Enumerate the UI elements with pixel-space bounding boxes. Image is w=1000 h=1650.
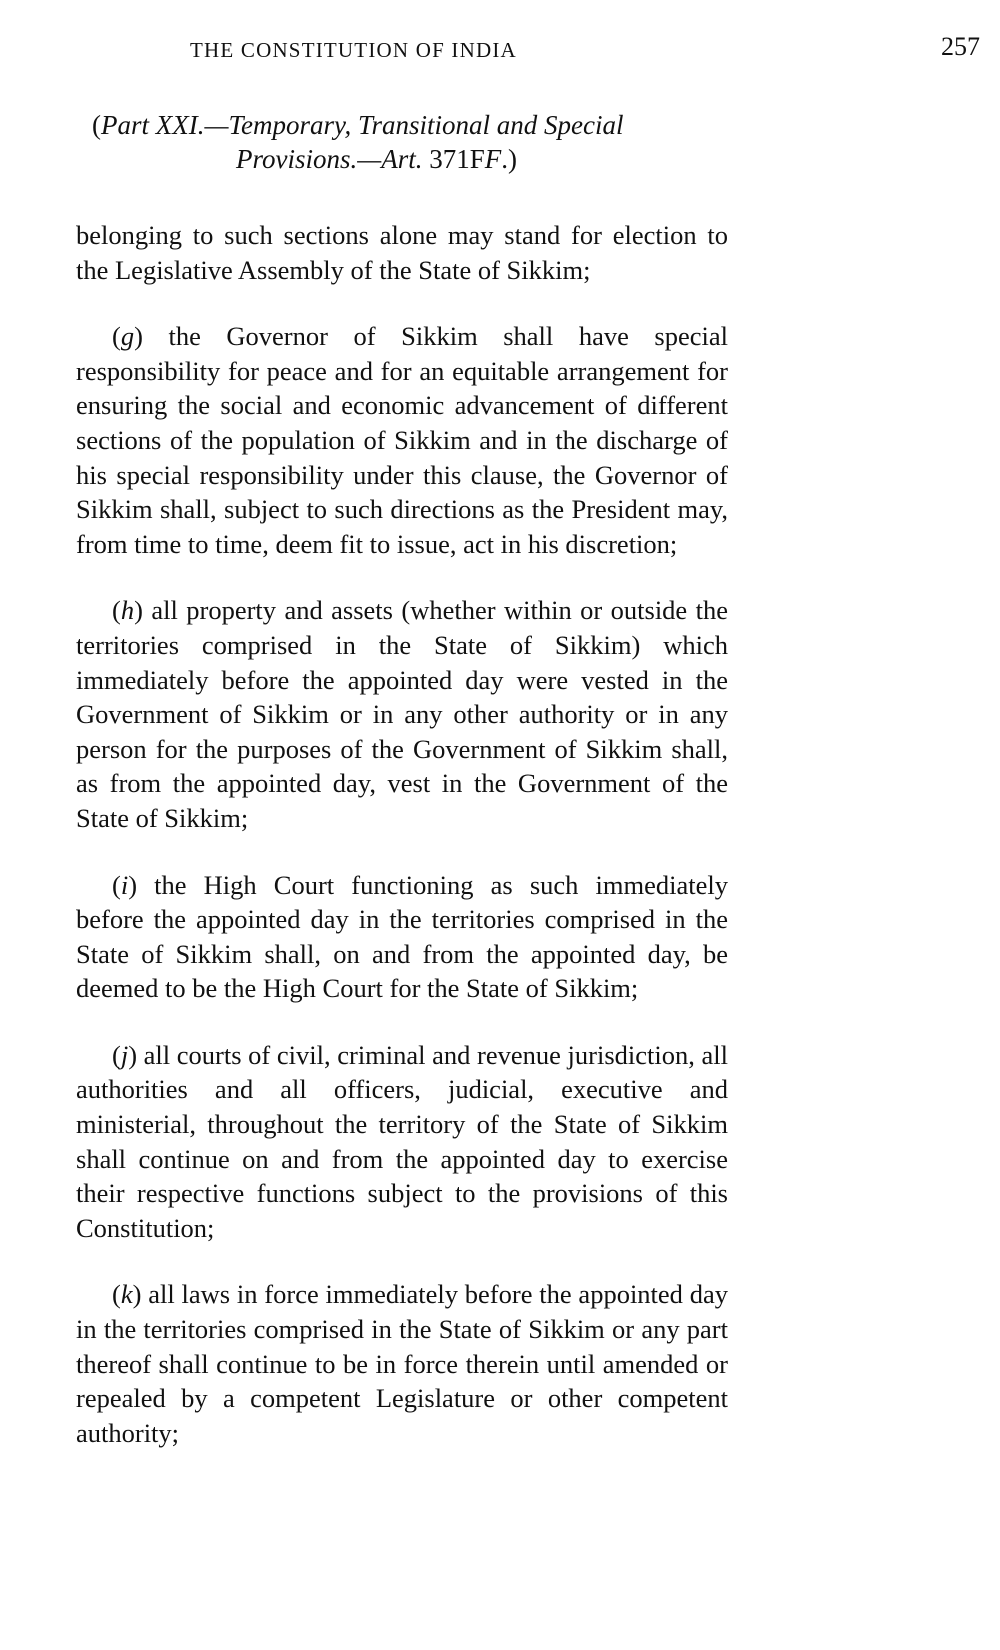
page-number: 257	[941, 32, 980, 61]
clause-text: all property and assets (whether within or outside the territories comprised in the State of Sikkim) which immediately before the appointed day were vested in the Government of Sikkim or in any other authority or in any person for the purposes of the Government of Sikkim shall, as from the appointed day, vest in the Government of the State of Sikkim;	[76, 595, 728, 833]
clause-marker: h	[120, 595, 135, 626]
clause-h: (h) all property and assets (whether within or outside the territories comprised in the State of Sikkim) which immediately before the appointed day were vested in the Government of Sikkim or in any other authority or in any person for the purposes of the Government of Sikkim shall, as from the appointed day, vest in the Government of the State of Sikkim;	[76, 595, 728, 833]
clause-text: the High Court functioning as such immediately before the appointed day in the territories comprised in the State of Sikkim shall, on and from the appointed day, be deemed to be the High Court for the State of Sikkim;	[76, 869, 728, 1004]
clause-text: all courts of civil, criminal and revenue jurisdiction, all authorities and all officers, judicial, executive and ministerial, throughout the territory of the State of Sikkim shall continue on and from the appointed day to exercise their respective functions subject to the provisions of this Constitution;	[76, 1039, 728, 1243]
clause-marker: g	[120, 321, 135, 352]
running-title: THE CONSTITUTION OF INDIA	[190, 38, 517, 62]
clause-text: all laws in force immediately before the appointed day in the territories comprised in the State of Sikkim or any part thereof shall continue to be in force therein until amended or repealed by a competent Legislature or other competent authority;	[76, 1279, 728, 1448]
clause-marker: j	[120, 1039, 129, 1070]
paragraph-continuation	[76, 218, 728, 287]
heading-close: .)	[501, 144, 518, 174]
paragraph-text: belonging to such sections alone may stand for election to the Legislative Assembly of the State of Sikkim;	[76, 220, 728, 285]
clause-marker: i	[120, 869, 129, 900]
body-text	[76, 218, 728, 1482]
part-heading	[92, 108, 692, 176]
article-number: 371F	[422, 144, 485, 174]
part-heading-line-2	[92, 142, 692, 176]
provisions-label: Provisions.—Art.	[236, 144, 423, 174]
clause-j: (j) all courts of civil, criminal and revenue jurisdiction, all authorities and all officers, judicial, executive and ministerial, throughout the territory of the State of Sikkim shall continue on and from the appointed day to exercise their respective functions subject to the provisions of this Constitution;	[76, 1039, 728, 1243]
clause-k: (k) all laws in force immediately before the appointed day in the territories comprised in the State of Sikkim or any part thereof shall continue to be in force therein until amended or repealed by a competent Legislature or other competent authority;	[76, 1279, 728, 1448]
clause-text: the Governor of Sikkim shall have special responsibility for peace and for an equitable arrangement for ensuring the social and economic advancement of different sections of the population of Sikkim and in the discharge of his special responsibility under this clause, the Governor of Sikkim shall, subject to such directions as the President may, from time to time, deem fit to issue, act in his discretion;	[76, 321, 728, 559]
article-suffix: F	[484, 144, 502, 174]
open-paren: (	[92, 110, 101, 140]
clause-g: (g) the Governor of Sikkim shall have special responsibility for peace and for an equitable arrangement for ensuring the social and economic advancement of different sections of the population of Sikkim and in the discharge of his special responsibility under this clause, the Governor of Sikkim shall, subject to such directions as the President may, from time to time, deem fit to issue, act in his discretion;	[76, 321, 728, 559]
clause-i: (i) the High Court functioning as such immediately before the appointed day in the territories comprised in the State of Sikkim shall, on and from the appointed day, be deemed to be the High Court for the State of Sikkim;	[76, 869, 728, 1004]
clause-marker: k	[120, 1279, 133, 1310]
part-heading-line-1	[92, 108, 692, 142]
part-label: Part XXI.—Temporary, Transitional and Special	[101, 110, 624, 140]
